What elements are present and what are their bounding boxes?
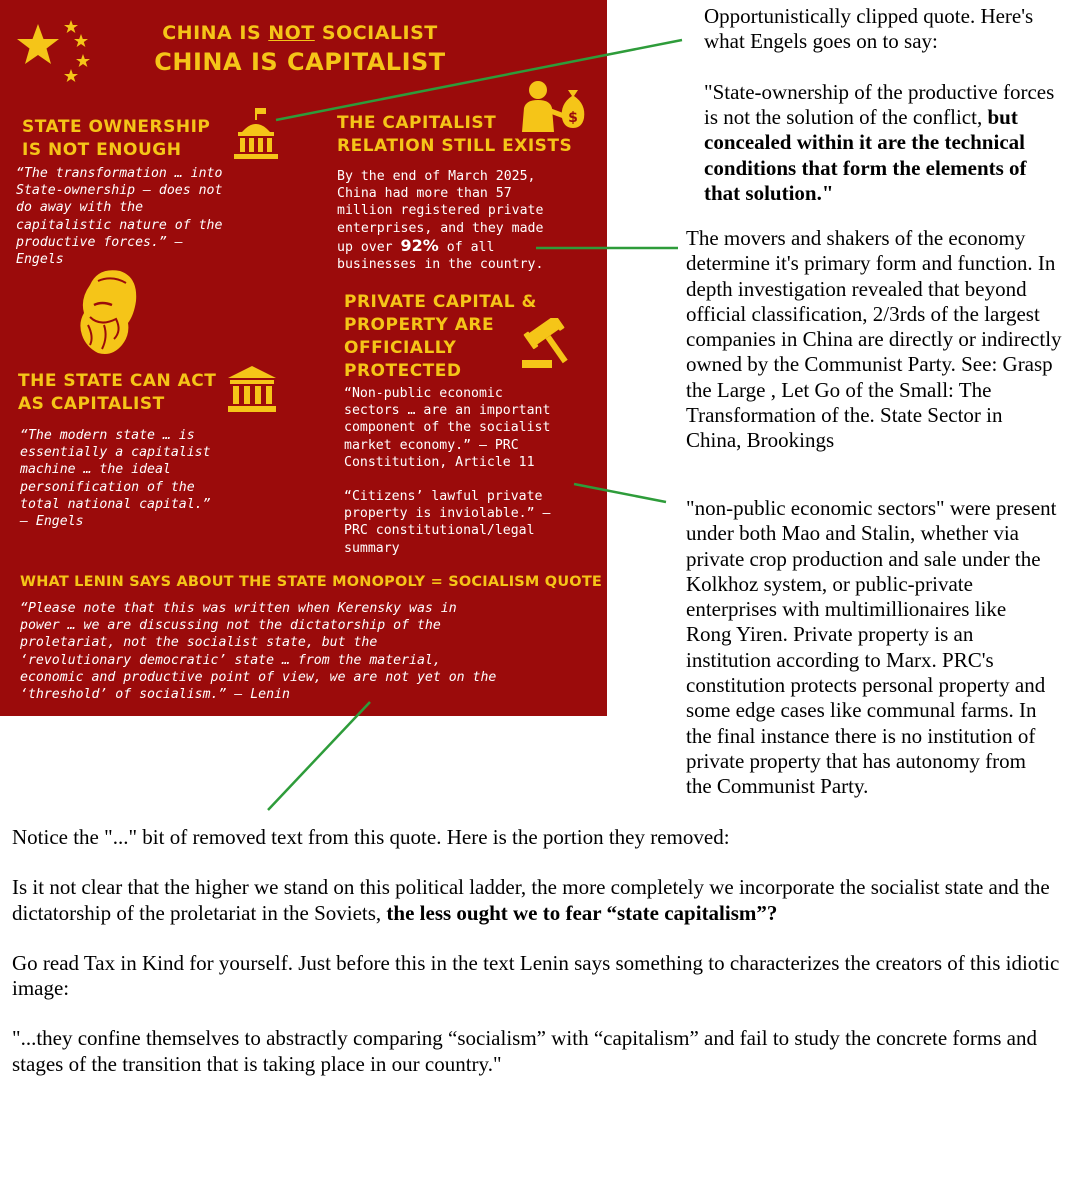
section-private-capital-heading: PRIVATE CAPITAL & PROPERTY ARE OFFICIALLY PROTECTED: [344, 292, 537, 381]
svg-text:$: $: [568, 110, 578, 126]
section-capitalist-relation-heading: THE CAPITALIST RELATION STILL EXISTS: [337, 113, 573, 156]
section-state-ownership-heading: STATE OWNERSHIP IS NOT ENOUGH: [22, 117, 211, 160]
section-state-ownership-quote: “The transformation … into State-ownership — does not do away with the capitalistic nature of the productive forces.” — Engels: [16, 166, 223, 268]
section-lenin-quote: “Please note that this was written when Kerensky was in power … we are discussing not the dictatorship of the proletariat, not the socialist state, but the ‘revolutionary democratic’ state … from the material, economic and productive point of view, we are not yet on the ‘threshold’ of socialism.” — Lenin: [20, 601, 497, 703]
section-state-capitalist-quote: “The modern state … is essentially a capitalist machine … the ideal personification of the total national capital.” — Engels: [20, 428, 211, 530]
section-state-capitalist-heading: THE STATE CAN ACT AS CAPITALIST: [18, 371, 217, 414]
section-capitalist-relation-text: By the end of March 2025, China had more than 57 million registered private enterprises, and they made up over 92% of all businesses in the country.: [337, 169, 544, 273]
connector-line-lenin: [268, 702, 370, 810]
lenin-note-removed-text: Is it not clear that the higher we stand on this political ladder, the more completely we incorporate the socialist state and the dictatorship of the proletariat in the Soviets, the less ought we to fear “state capitalism”?: [12, 875, 1050, 925]
section-private-capital-quote2: “Citizens’ lawful private property is inviolable.” — PRC constitutional/legal summary: [344, 489, 551, 556]
percent-value: 92%: [400, 235, 439, 255]
connector-line-non-public: [574, 484, 666, 502]
annotation-ownership-note: The movers and shakers of the economy determine it's primary form and function. In depth investigation revealed that beyond official classification, 2/3rds of the largest companies in China are directly or indirectly owned by the Communist Party. See: Grasp the Large , Let Go of the Small: The Transformation of the. State Sector in China, Brookings: [686, 226, 1062, 453]
section-private-capital-quote1: “Non-public economic sectors … are an important component of the socialist market economy.” — PRC Constitution, Article 11: [344, 386, 551, 470]
lenin-note-quote: "...they confine themselves to abstractly comparing “socialism” with “capitalism” and fail to study the concrete forms and stages of the transition that is taking place in our country.": [12, 1026, 1038, 1076]
lenin-note-intro: Notice the "..." bit of removed text from this quote. Here is the portion they removed:: [12, 825, 730, 849]
section-lenin-heading: WHAT LENIN SAYS ABOUT THE STATE MONOPOLY = SOCIALISM QUOTE: [20, 574, 603, 590]
poster-title-line2: CHINA IS CAPITALIST: [154, 48, 446, 76]
lenin-note-tax-in-kind: Go read Tax in Kind for yourself. Just before this in the text Lenin says something to characterizes the creators of this idiotic image:: [12, 950, 1060, 1001]
annotation-lenin-notes: [12, 825, 1072, 1102]
poster-title-line1: CHINA IS NOT SOCIALIST: [162, 22, 438, 44]
annotation-engels-note: Opportunistically clipped quote. Here's what Engels goes on to say: "State-ownership of the productive forces is not the solution of the conflict, but concealed within it are the technical conditions that form the elements of that solution.": [704, 4, 1055, 206]
annotation-non-public-note: "non-public economic sectors" were present under both Mao and Stalin, whether via private crop production and sale under the Kolkhoz system, or public-private enterprises with multimillionaires like Rong Yiren. Private property is an institution according to Marx. PRC's constitution protects personal property and some edge cases like communal farms. In the final instance there is no institution of private property that has autonomy from the Communist Party.: [686, 496, 1057, 799]
connector-line-engels: [276, 40, 682, 120]
